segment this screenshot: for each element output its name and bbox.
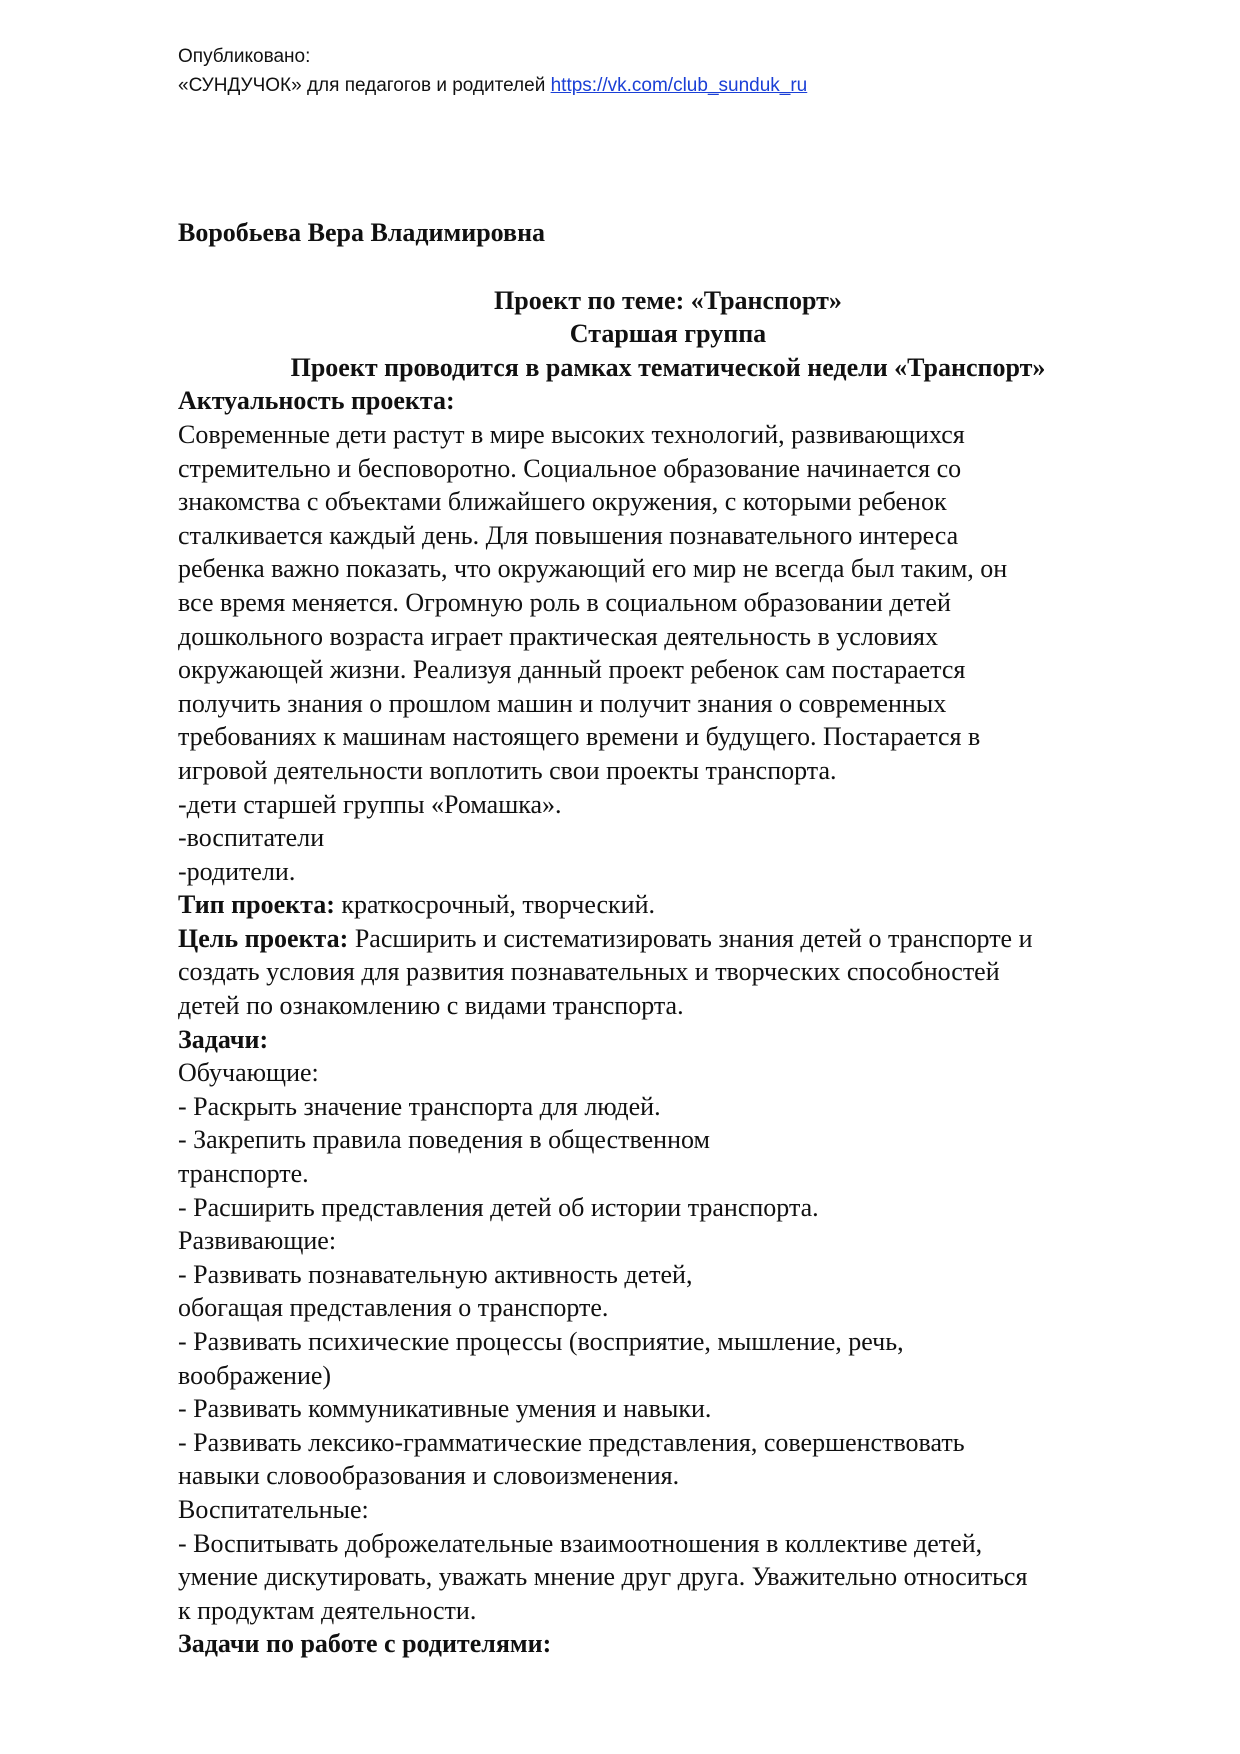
task-line: Обучающие: — [178, 1058, 319, 1088]
task-line: - Раскрыть значение транспорта для людей. — [178, 1091, 661, 1121]
task-line: умение дискутировать, уважать мнение друг друга. Уважительно относиться — [178, 1562, 1028, 1592]
project-goal-label: Цель проекта: — [178, 923, 349, 953]
relevance-line: требованиях к машинам настоящего времени и будущего. Постарается в — [178, 722, 981, 752]
participant-item: -родители. — [178, 856, 296, 886]
task-line: - Развивать лексико-грамматические представления, совершенствовать — [178, 1427, 965, 1457]
task-line: Развивающие: — [178, 1226, 337, 1256]
participant-item: -воспитатели — [178, 823, 325, 853]
task-line: к продуктам деятельности. — [178, 1595, 477, 1625]
author-name: Воробьева Вера Владимировна — [178, 218, 546, 247]
week-title: Проект проводится в рамках тематической недели «Транспорт» — [290, 352, 1046, 382]
project-type-value: краткосрочный, творческий. — [334, 890, 656, 920]
task-line: навыки словообразования и словоизменения. — [178, 1461, 680, 1491]
relevance-line: игровой деятельности воплотить свои проекты транспорта. — [178, 755, 837, 785]
publication-source — [178, 71, 807, 100]
relevance-line: окружающей жизни. Реализуя данный проект ребенок сам постарается — [178, 655, 966, 685]
document-body — [178, 216, 1158, 1661]
task-line: Воспитательные: — [178, 1494, 369, 1524]
project-type-label: Тип проекта: — [178, 890, 335, 920]
project-goal — [178, 922, 1158, 956]
task-line: воображение) — [178, 1360, 332, 1390]
relevance-line: сталкивается каждый день. Для повышения познавательного интереса — [178, 520, 959, 550]
relevance-line: Современные дети растут в мире высоких технологий, развивающихся — [178, 419, 965, 449]
task-line: - Расширить представления детей об истории транспорта. — [178, 1192, 819, 1222]
relevance-line: получить знания о прошлом машин и получит знания о современных — [178, 688, 947, 718]
relevance-line: знакомства с объектами ближайшего окружения, с которыми ребенок — [178, 487, 947, 517]
relevance-heading: Актуальность проекта: — [178, 386, 455, 416]
project-title: Проект по теме: «Транспорт» — [494, 285, 842, 315]
task-line: - Развивать психические процессы (восприятие, мышление, речь, — [178, 1327, 904, 1356]
task-line: - Развивать познавательную активность детей, — [178, 1259, 693, 1289]
task-line: - Воспитывать доброжелательные взаимоотношения в коллективе детей, — [178, 1528, 983, 1558]
tasks-heading: Задачи: — [178, 1024, 269, 1054]
task-line: транспорте. — [178, 1159, 309, 1189]
goal-line: детей по ознакомлению с видами транспорта. — [178, 991, 684, 1021]
group-title: Старшая группа — [569, 319, 767, 349]
vk-club-link[interactable]: https://vk.com/club_sunduk_ru — [550, 75, 808, 96]
relevance-line: все время меняется. Огромную роль в социальном образовании детей — [178, 587, 951, 617]
relevance-line: ребенка важно показать, что окружающий его мир не всегда был таким, он — [178, 554, 1008, 584]
parents-tasks-heading: Задачи по работе с родителями: — [178, 1629, 552, 1659]
relevance-line: стремительно и бесповоротно. Социальное образование начинается со — [178, 453, 962, 483]
task-line: - Закрепить правила поведения в общественном — [178, 1125, 710, 1155]
relevance-line: дошкольного возраста играет практическая деятельность в условиях — [178, 621, 938, 651]
task-line: - Развивать коммуникативные умения и навыки. — [178, 1394, 712, 1424]
publication-header — [178, 42, 807, 100]
goal-line: создать условия для развития познавательных и творческих способностей — [178, 957, 1000, 987]
project-type — [178, 888, 1158, 922]
publication-source-text: «СУНДУЧОК» для педагогов и родителей — [178, 75, 546, 96]
published-label: Опубликовано: — [178, 46, 311, 67]
participant-item: -дети старшей группы «Ромашка». — [178, 789, 562, 819]
project-goal-first-line: Расширить и систематизировать знания детей о транспорте и — [348, 923, 1033, 953]
task-line: обогащая представления о транспорте. — [178, 1293, 609, 1323]
